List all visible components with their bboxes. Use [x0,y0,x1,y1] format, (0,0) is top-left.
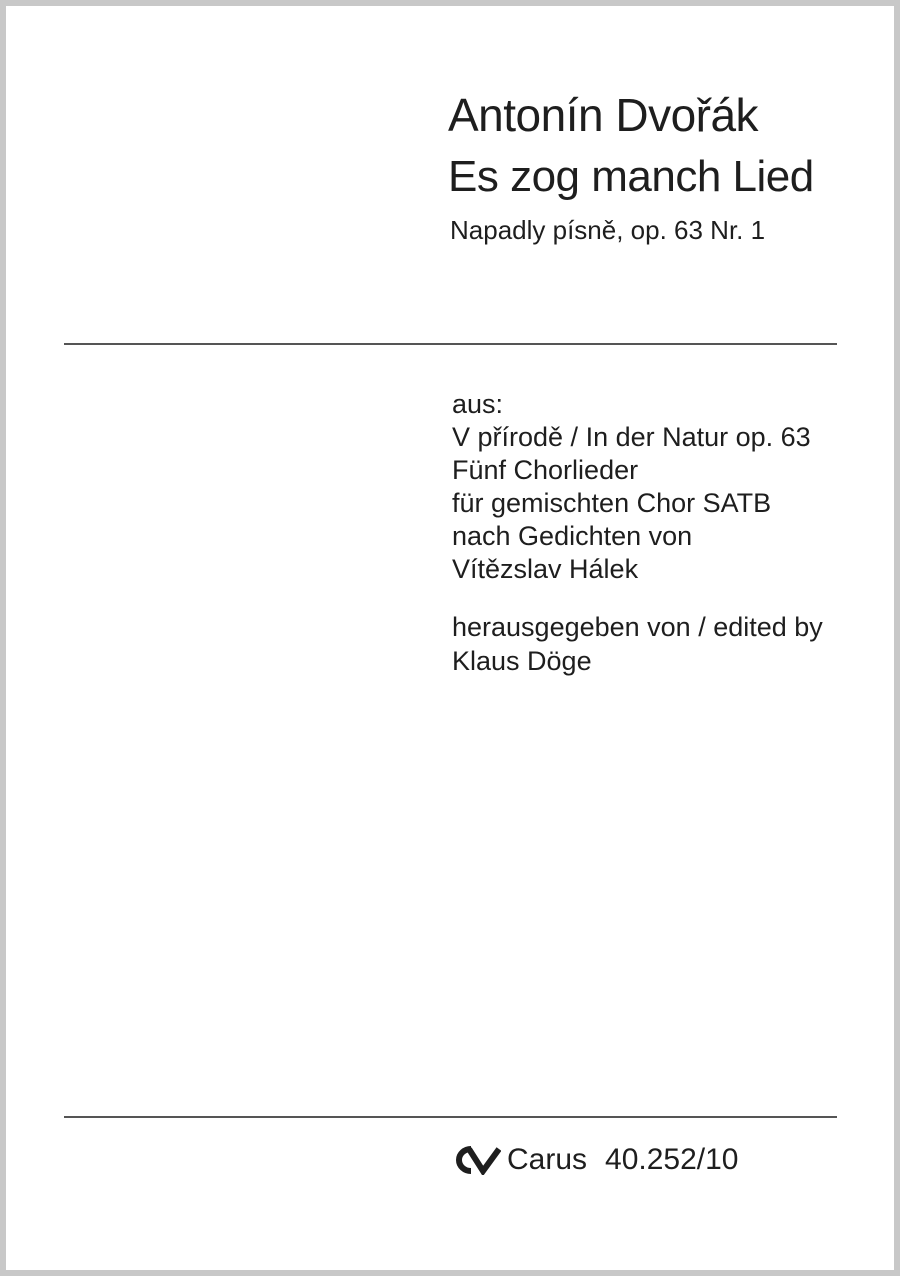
work-subtitle: Napadly písně, op. 63 Nr. 1 [450,215,766,245]
source-line-description: Fünf Chorlieder [452,455,639,485]
publisher-footer [449,1143,739,1177]
composer-name: Antonín Dvořák [448,89,759,141]
editor-info [452,610,823,678]
editor-label: herausgegeben von / edited by [452,612,823,642]
work-title: Es zog manch Lied [448,152,814,201]
catalog-number: 40.252/10 [605,1143,739,1176]
bottom-divider [64,1116,837,1118]
carus-logo-icon [449,1145,501,1175]
source-line-poet: Vítězslav Hálek [452,554,639,584]
source-line-scoring: für gemischten Chor SATB [452,488,772,518]
source-line-collection: V přírodě / In der Natur op. 63 [452,422,811,452]
source-info [452,388,811,586]
source-line-aus: aus: [452,389,504,419]
publisher-name: Carus [507,1143,588,1176]
top-divider [64,343,837,345]
editor-name: Klaus Döge [452,646,592,676]
source-line-poems: nach Gedichten von [452,521,693,551]
